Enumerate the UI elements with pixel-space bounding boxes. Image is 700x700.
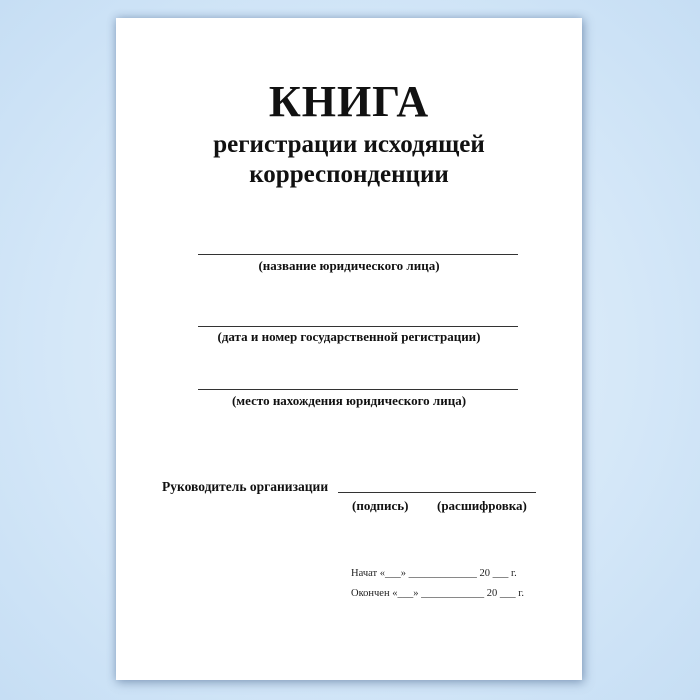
document-page	[116, 18, 582, 680]
signature-caption: (подпись)	[352, 498, 409, 513]
document-subtitle-line1: регистрации исходящей	[213, 131, 485, 158]
signature-label: Руководитель организации	[162, 479, 329, 494]
document-subtitle-line2: корреспонденции	[249, 161, 449, 188]
company-name-line	[198, 254, 518, 255]
started-date-line: Начат «___» _____________ 20 ___ г.	[351, 568, 517, 579]
signature-line	[338, 492, 536, 493]
address-caption: (место нахождения юридического лица)	[231, 393, 467, 408]
registration-line	[198, 326, 518, 327]
finished-date-line: Окончен «___» ____________ 20 ___ г.	[351, 588, 524, 599]
registration-caption: (дата и номер государственной регистрации)	[217, 329, 481, 344]
company-name-caption: (название юридического лица)	[258, 258, 440, 273]
document-title: КНИГА	[268, 77, 430, 126]
address-line	[198, 389, 518, 390]
transcript-caption: (расшифровка)	[437, 498, 527, 513]
